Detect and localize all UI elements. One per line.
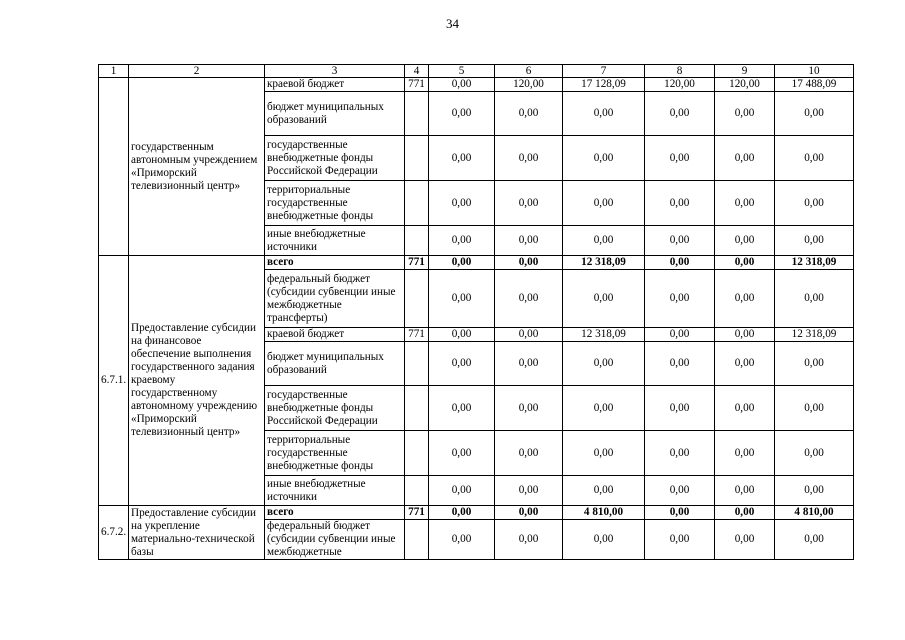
budget-code (405, 270, 429, 328)
value-col-8: 0,00 (645, 431, 715, 476)
value-col-7: 0,00 (563, 431, 645, 476)
budget-code (405, 92, 429, 136)
value-col-7: 0,00 (563, 386, 645, 431)
value-col-6: 0,00 (495, 431, 563, 476)
value-col-6: 120,00 (495, 78, 563, 92)
budget-table (98, 64, 854, 560)
budget-code: 771 (405, 78, 429, 92)
funding-source: всего (265, 506, 405, 520)
value-col-5: 0,00 (429, 506, 495, 520)
value-col-9: 0,00 (715, 92, 775, 136)
value-col-7: 12 318,09 (563, 328, 645, 342)
value-col-7: 17 128,09 (563, 78, 645, 92)
column-header-8: 8 (645, 65, 715, 78)
column-header-3: 3 (265, 65, 405, 78)
funding-source: территориальные государственные внебюджетные фонды (265, 181, 405, 226)
value-col-10: 0,00 (775, 226, 854, 256)
value-col-6: 0,00 (495, 520, 563, 560)
value-col-6: 0,00 (495, 476, 563, 506)
funding-source: краевой бюджет (265, 78, 405, 92)
item-name: Предоставление субсидии на укрепление материально-технической базы (129, 506, 265, 560)
value-col-10: 0,00 (775, 136, 854, 181)
value-col-10: 0,00 (775, 476, 854, 506)
column-header-7: 7 (563, 65, 645, 78)
value-col-10: 4 810,00 (775, 506, 854, 520)
value-col-7: 0,00 (563, 342, 645, 386)
value-col-10: 12 318,09 (775, 256, 854, 270)
column-header-2: 2 (129, 65, 265, 78)
budget-code (405, 342, 429, 386)
value-col-7: 0,00 (563, 226, 645, 256)
column-header-1: 1 (99, 65, 129, 78)
value-col-6: 0,00 (495, 506, 563, 520)
value-col-6: 0,00 (495, 181, 563, 226)
value-col-8: 0,00 (645, 256, 715, 270)
funding-source: федеральный бюджет (субсидии субвенции иные межбюджетные трансферты) (265, 270, 405, 328)
budget-code (405, 476, 429, 506)
value-col-6: 0,00 (495, 386, 563, 431)
column-header-5: 5 (429, 65, 495, 78)
value-col-6: 0,00 (495, 136, 563, 181)
value-col-5: 0,00 (429, 270, 495, 328)
value-col-7: 0,00 (563, 520, 645, 560)
value-col-10: 0,00 (775, 92, 854, 136)
value-col-8: 0,00 (645, 181, 715, 226)
value-col-8: 120,00 (645, 78, 715, 92)
item-number: 6.7.1. (99, 256, 129, 506)
funding-source: территориальные государственные внебюджетные фонды (265, 431, 405, 476)
value-col-10: 17 488,09 (775, 78, 854, 92)
column-header-6: 6 (495, 65, 563, 78)
value-col-7: 0,00 (563, 92, 645, 136)
value-col-9: 0,00 (715, 520, 775, 560)
value-col-10: 0,00 (775, 181, 854, 226)
value-col-8: 0,00 (645, 476, 715, 506)
value-col-6: 0,00 (495, 256, 563, 270)
value-col-5: 0,00 (429, 328, 495, 342)
column-header-9: 9 (715, 65, 775, 78)
value-col-10: 0,00 (775, 270, 854, 328)
value-col-5: 0,00 (429, 78, 495, 92)
value-col-9: 0,00 (715, 181, 775, 226)
column-header-10: 10 (775, 65, 854, 78)
value-col-9: 0,00 (715, 476, 775, 506)
budget-code (405, 136, 429, 181)
value-col-8: 0,00 (645, 226, 715, 256)
budget-code (405, 386, 429, 431)
value-col-5: 0,00 (429, 136, 495, 181)
value-col-7: 0,00 (563, 476, 645, 506)
item-number (99, 78, 129, 256)
value-col-5: 0,00 (429, 342, 495, 386)
budget-code: 771 (405, 506, 429, 520)
budget-code (405, 431, 429, 476)
value-col-5: 0,00 (429, 226, 495, 256)
value-col-9: 0,00 (715, 342, 775, 386)
value-col-8: 0,00 (645, 342, 715, 386)
header-row (99, 65, 854, 78)
value-col-7: 0,00 (563, 270, 645, 328)
column-header-4: 4 (405, 65, 429, 78)
funding-source: бюджет муниципальных образований (265, 92, 405, 136)
funding-source: федеральный бюджет (субсидии субвенции иные межбюджетные (265, 520, 405, 560)
value-col-9: 0,00 (715, 386, 775, 431)
budget-code (405, 226, 429, 256)
value-col-6: 0,00 (495, 92, 563, 136)
value-col-8: 0,00 (645, 328, 715, 342)
page-number: 34 (446, 16, 459, 31)
value-col-10: 0,00 (775, 342, 854, 386)
budget-code: 771 (405, 328, 429, 342)
item-name: Предоставление субсидии на финансовое обеспечение выполнения государственного задания краевому государственному автономному учреждению «Приморский телевизионный центр» (129, 256, 265, 506)
value-col-5: 0,00 (429, 520, 495, 560)
value-col-6: 0,00 (495, 226, 563, 256)
value-col-10: 0,00 (775, 520, 854, 560)
value-col-6: 0,00 (495, 270, 563, 328)
item-number: 6.7.2. (99, 506, 129, 560)
value-col-7: 0,00 (563, 136, 645, 181)
value-col-7: 0,00 (563, 181, 645, 226)
value-col-9: 0,00 (715, 256, 775, 270)
value-col-5: 0,00 (429, 431, 495, 476)
value-col-5: 0,00 (429, 256, 495, 270)
table-row (99, 256, 854, 270)
value-col-8: 0,00 (645, 386, 715, 431)
budget-code (405, 520, 429, 560)
value-col-9: 0,00 (715, 431, 775, 476)
value-col-5: 0,00 (429, 92, 495, 136)
value-col-7: 4 810,00 (563, 506, 645, 520)
value-col-6: 0,00 (495, 342, 563, 386)
value-col-8: 0,00 (645, 520, 715, 560)
value-col-9: 120,00 (715, 78, 775, 92)
table-row (99, 506, 854, 520)
funding-source: иные внебюджетные источники (265, 476, 405, 506)
value-col-6: 0,00 (495, 328, 563, 342)
value-col-7: 12 318,09 (563, 256, 645, 270)
value-col-10: 12 318,09 (775, 328, 854, 342)
budget-code (405, 181, 429, 226)
value-col-8: 0,00 (645, 270, 715, 328)
table-row (99, 78, 854, 92)
value-col-5: 0,00 (429, 476, 495, 506)
value-col-5: 0,00 (429, 181, 495, 226)
item-name: государственным автономным учреждением «Приморский телевизионный центр» (129, 78, 265, 256)
value-col-8: 0,00 (645, 92, 715, 136)
value-col-5: 0,00 (429, 386, 495, 431)
value-col-8: 0,00 (645, 506, 715, 520)
value-col-10: 0,00 (775, 431, 854, 476)
value-col-9: 0,00 (715, 506, 775, 520)
value-col-9: 0,00 (715, 226, 775, 256)
funding-source: краевой бюджет (265, 328, 405, 342)
value-col-9: 0,00 (715, 328, 775, 342)
value-col-9: 0,00 (715, 136, 775, 181)
funding-source: иные внебюджетные источники (265, 226, 405, 256)
funding-source: всего (265, 256, 405, 270)
value-col-10: 0,00 (775, 386, 854, 431)
funding-source: бюджет муниципальных образований (265, 342, 405, 386)
budget-code: 771 (405, 256, 429, 270)
funding-source: государственные внебюджетные фонды Российской Федерации (265, 136, 405, 181)
value-col-9: 0,00 (715, 270, 775, 328)
value-col-8: 0,00 (645, 136, 715, 181)
funding-source: государственные внебюджетные фонды Российской Федерации (265, 386, 405, 431)
